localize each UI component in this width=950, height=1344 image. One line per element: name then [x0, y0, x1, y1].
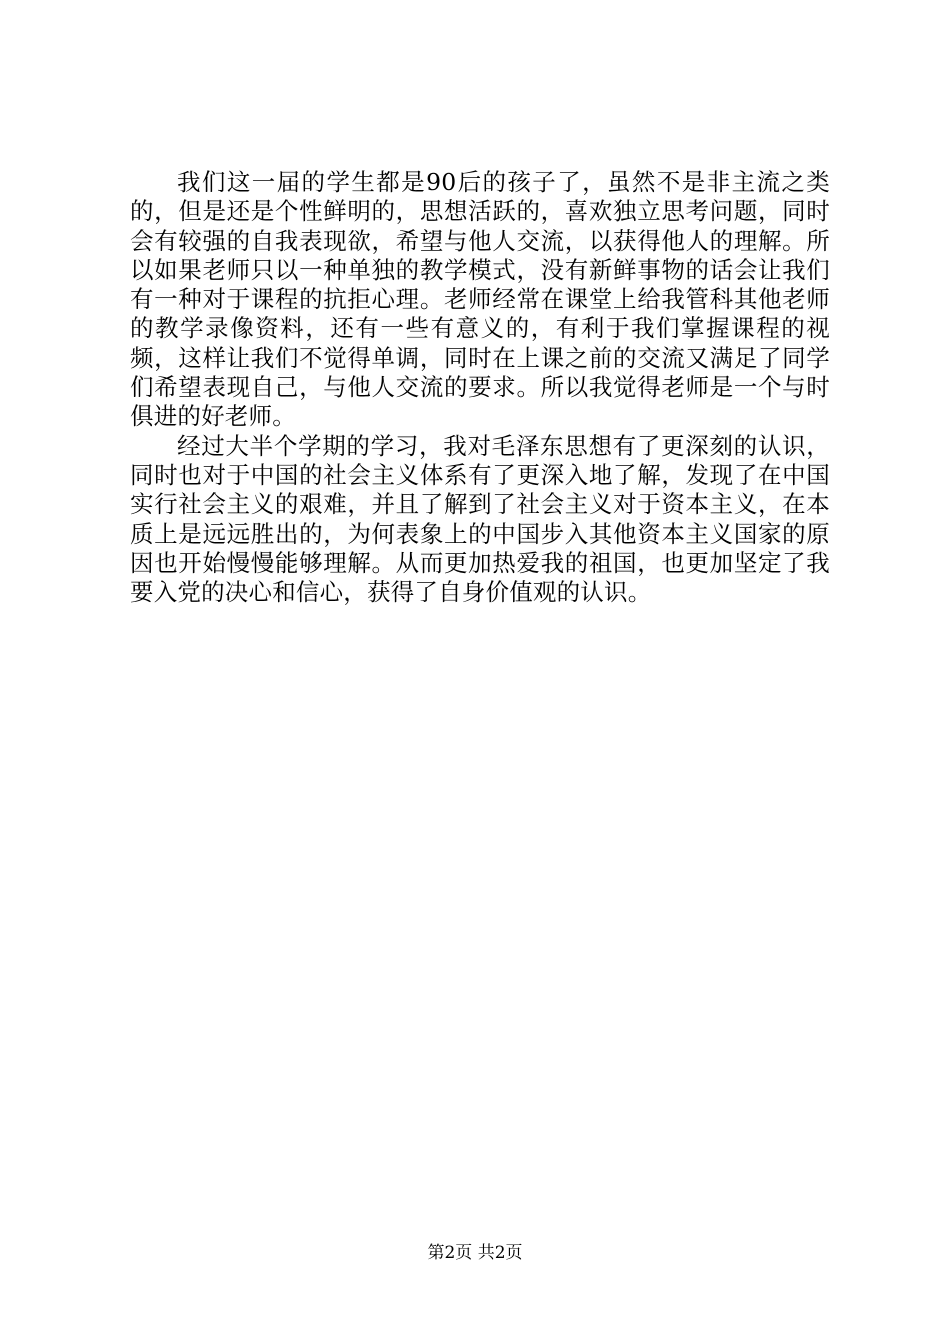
paragraph-1: 我们这一届的学生都是90后的孩子了，虽然不是非主流之类的，但是还是个性鲜明的，思想活跃的，喜欢独立思考问题，同时会有较强的自我表现欲，希望与他人交流，以获得他人的理解。所以如果老师只以一种单独的教学模式，没有新鲜事物的话会让我们有一种对于课程的抗拒心理。老师经常在课堂上给我管科其他老师的教学录像资料，还有一些有意义的，有利于我们掌握课程的视频，这样让我们不觉得单调，同时在上课之前的交流又满足了同学们希望表现自己，与他人交流的要求。所以我觉得老师是一个与时俱进的好老师。 — [130, 168, 830, 431]
page-footer: 第2页 共2页 — [427, 1243, 523, 1263]
paragraph-2: 经过大半个学期的学习，我对毛泽东思想有了更深刻的认识，同时也对于中国的社会主义体系有了更深入地了解，发现了在中国实行社会主义的艰难，并且了解到了社会主义对于资本主义，在本质上是远远胜出的，为何表象上的中国步入其他资本主义国家的原因也开始慢慢能够理解。从而更加热爱我的祖国，也更加坚定了我要入党的决心和信心，获得了自身价值观的认识。 — [130, 431, 830, 607]
body-text — [130, 168, 830, 607]
